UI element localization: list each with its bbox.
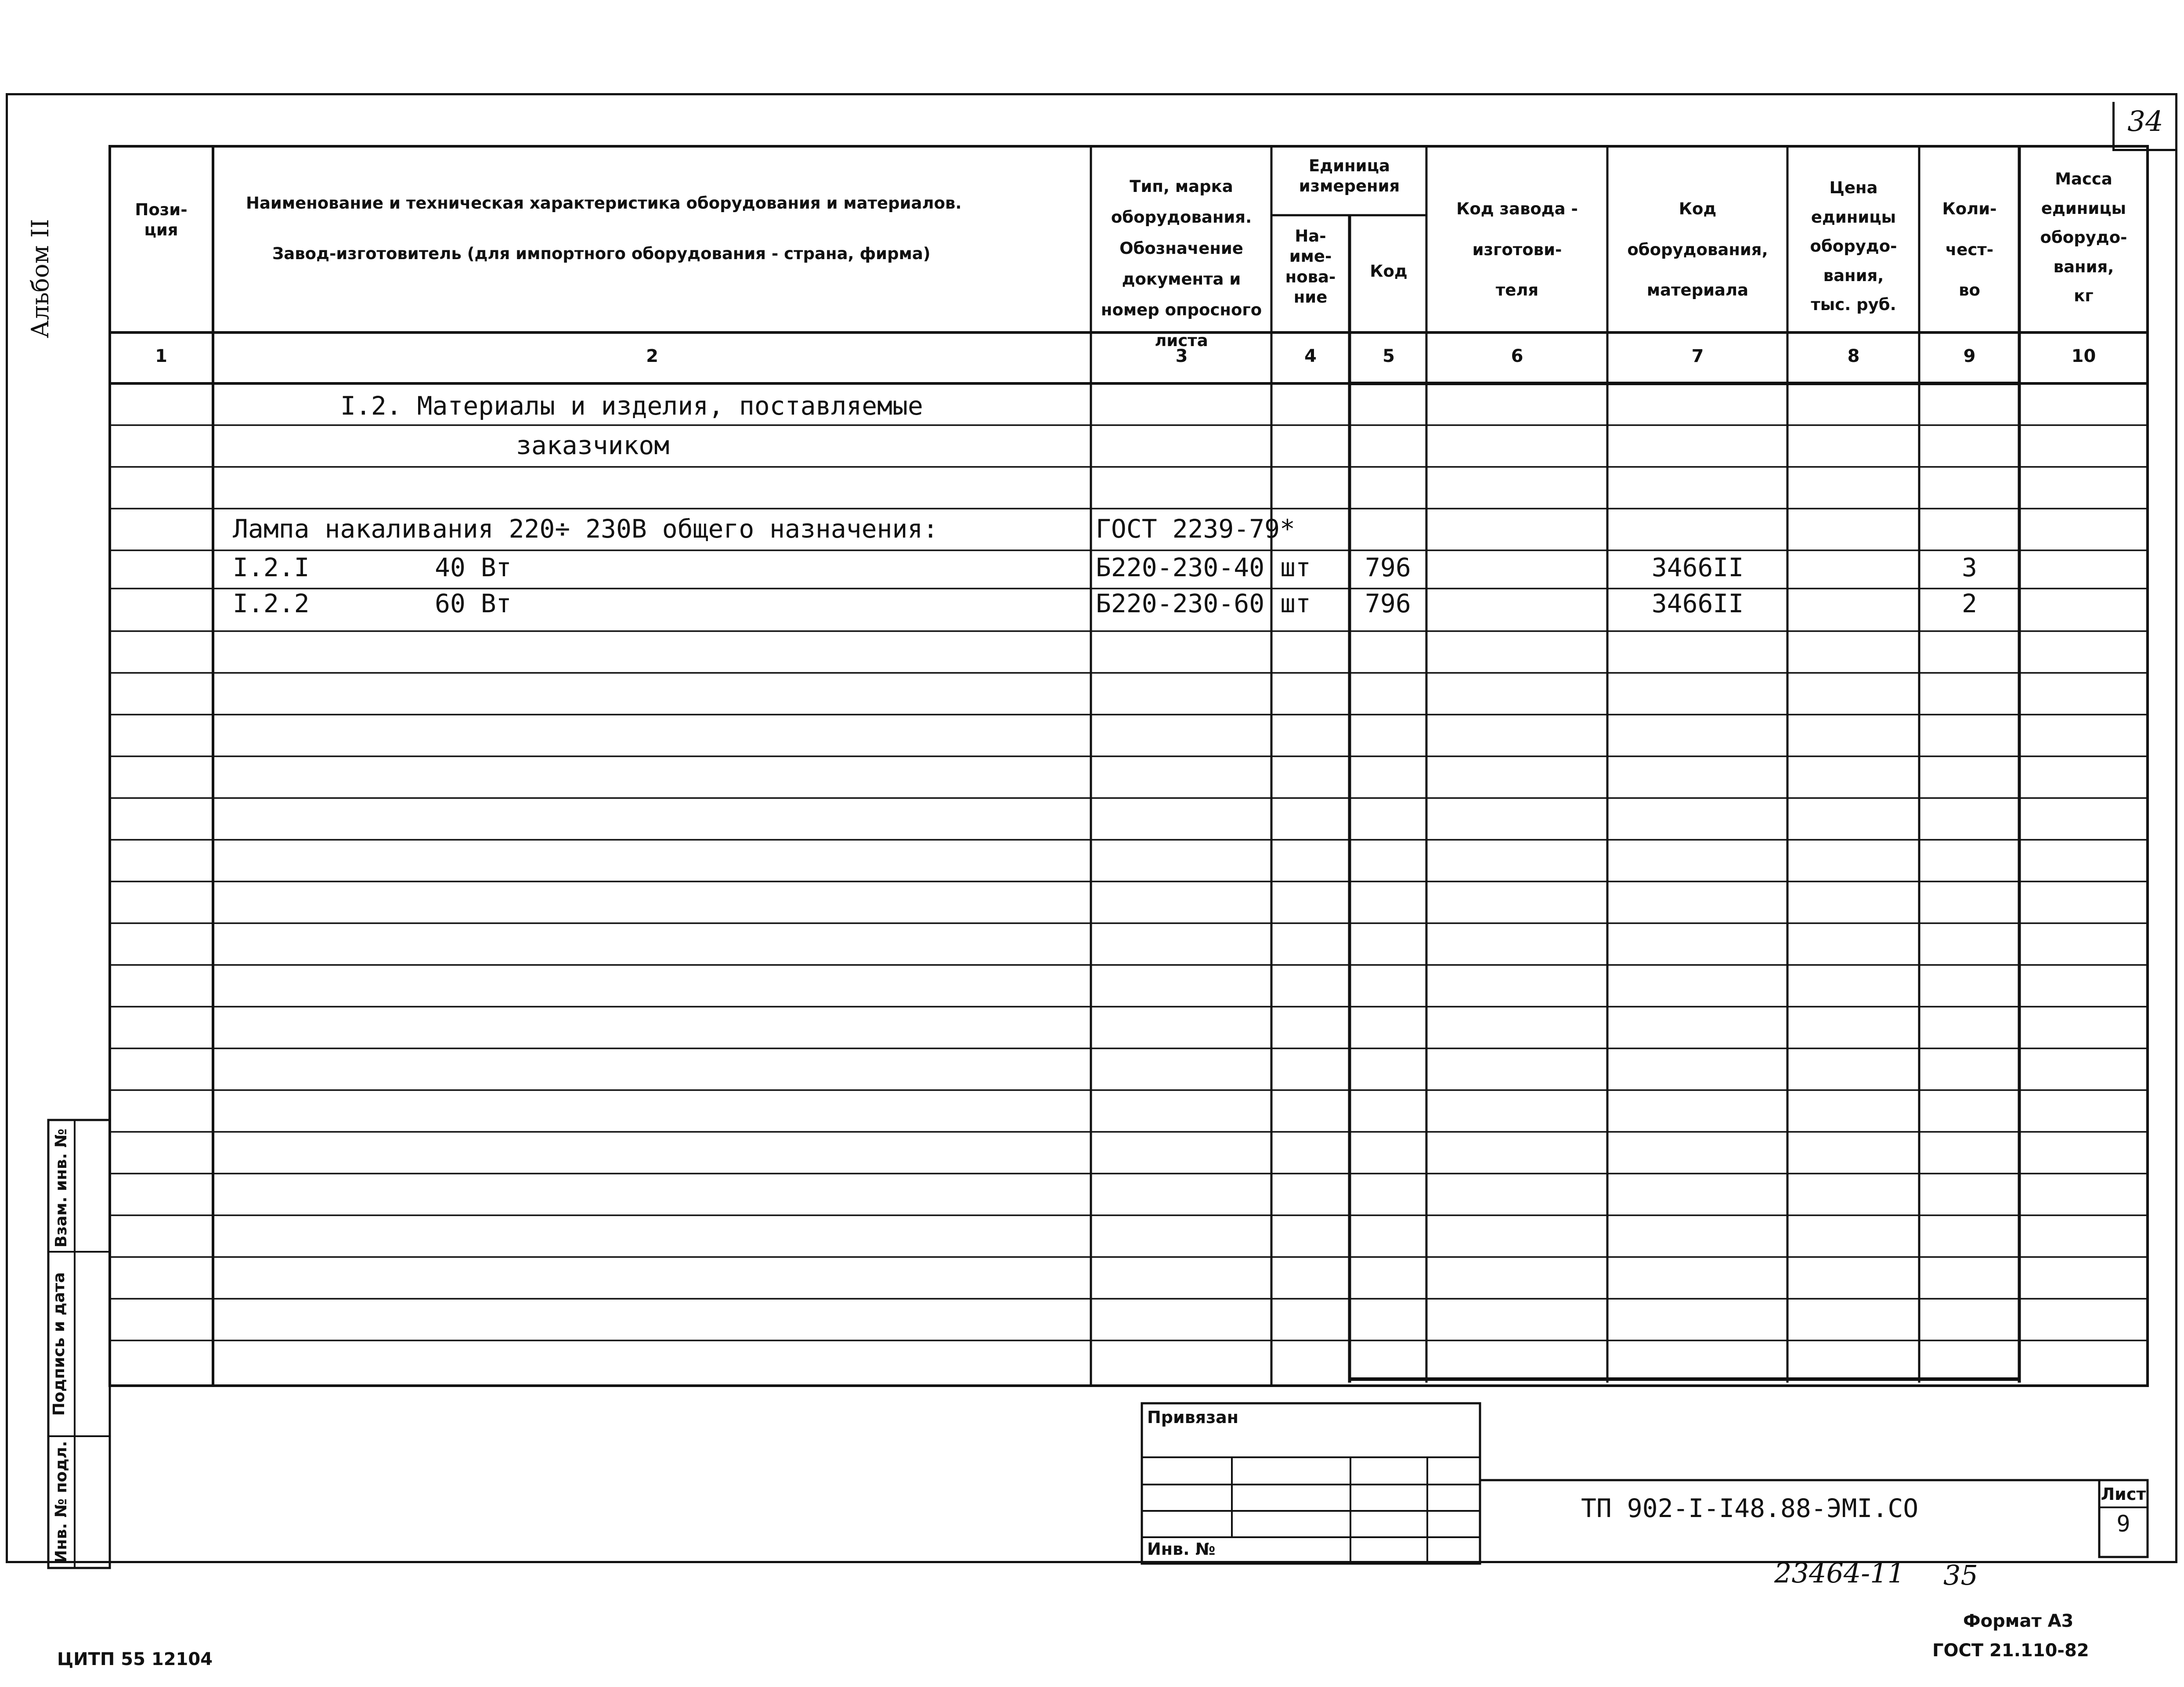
section-title-line1: I.2. Материалы и изделия, поставляемые bbox=[340, 391, 923, 421]
row-code: 3466II bbox=[1651, 553, 1744, 582]
handwritten-page: 35 bbox=[1943, 1559, 1978, 1591]
row-unit-code: 796 bbox=[1365, 553, 1411, 582]
header-col8: Цена единицы оборудо- вания, тыс. руб. bbox=[1810, 178, 1897, 314]
row-position: I.2.2 bbox=[233, 589, 310, 618]
header-col4: На- име- нова- ние bbox=[1285, 227, 1336, 307]
row-type: Б220-230-60 bbox=[1096, 589, 1265, 618]
list-number: 9 bbox=[2116, 1511, 2130, 1537]
header-col10: Масса единицы оборудо- вания, кг bbox=[2040, 170, 2127, 306]
citp-label: ЦИТП 55 12104 bbox=[57, 1649, 213, 1669]
corner-sheet-number: 34 bbox=[2127, 105, 2163, 138]
row-unit: шт bbox=[1280, 589, 1311, 618]
header-col2-line2: Завод-изготовитель (для импортного оборудования - страна, фирма) bbox=[272, 244, 931, 263]
row-quantity: 2 bbox=[1962, 589, 1977, 618]
row-type: Б220-230-40 bbox=[1096, 553, 1265, 582]
col-number-9: 9 bbox=[1963, 346, 1976, 366]
row-quantity: 3 bbox=[1962, 553, 1977, 582]
header-col5: Код bbox=[1370, 262, 1408, 281]
header-col7: Код оборудования, материала bbox=[1627, 199, 1768, 300]
row-unit: шт bbox=[1280, 553, 1311, 582]
row-name: 60 Вт bbox=[435, 589, 512, 618]
header-col3: Тип, марка оборудования. Обозначение документа и номер опросного листа bbox=[1101, 177, 1262, 350]
row-position: I.2.I bbox=[233, 553, 310, 582]
stamp-vzam-inv: Взам. инв. № bbox=[52, 1128, 70, 1248]
row-name: 40 Вт bbox=[435, 553, 512, 582]
group-heading-name: Лампа накаливания 220÷ 230В общего назначения: bbox=[233, 514, 939, 544]
stamp-podpis-data: Подпись и дата bbox=[50, 1272, 68, 1416]
col-number-3: 3 bbox=[1175, 346, 1188, 366]
col-number-10: 10 bbox=[2071, 346, 2096, 366]
col-number-1: 1 bbox=[155, 346, 167, 366]
album-label: Альбом II bbox=[26, 219, 54, 338]
col-number-2: 2 bbox=[646, 346, 658, 366]
col-number-8: 8 bbox=[1847, 346, 1860, 366]
col-number-6: 6 bbox=[1511, 346, 1523, 366]
inv-no-label: Инв. № bbox=[1147, 1539, 1216, 1559]
format-label: Формат А3 bbox=[1963, 1611, 2074, 1631]
header-col2-line1: Наименование и техническая характеристика оборудования и материалов. bbox=[246, 194, 962, 213]
document-designation: ТП 902-I-I48.88-ЭМI.СО bbox=[1581, 1493, 1919, 1523]
header-units-group: Единица измерения bbox=[1299, 156, 1400, 196]
col-number-7: 7 bbox=[1691, 346, 1704, 366]
group-heading-doc: ГОСТ 2239-79* bbox=[1096, 514, 1295, 544]
handwritten-number: 23464-11 bbox=[1774, 1557, 1905, 1589]
header-col1: Пози- ция bbox=[135, 200, 188, 240]
header-col9: Коли- чест- во bbox=[1942, 199, 1997, 300]
privyazan-label: Привязан bbox=[1147, 1408, 1239, 1427]
stamp-inv-podl: Инв. № подл. bbox=[52, 1441, 70, 1564]
col-number-5: 5 bbox=[1383, 346, 1395, 366]
row-code: 3466II bbox=[1651, 589, 1744, 618]
row-unit-code: 796 bbox=[1365, 589, 1411, 618]
list-label: Лист bbox=[2101, 1485, 2146, 1504]
section-title-line2: заказчиком bbox=[516, 430, 670, 460]
header-col6: Код завода - изготови- теля bbox=[1456, 199, 1578, 300]
col-number-4: 4 bbox=[1304, 346, 1317, 366]
gost-label: ГОСТ 21.110-82 bbox=[1932, 1640, 2089, 1661]
